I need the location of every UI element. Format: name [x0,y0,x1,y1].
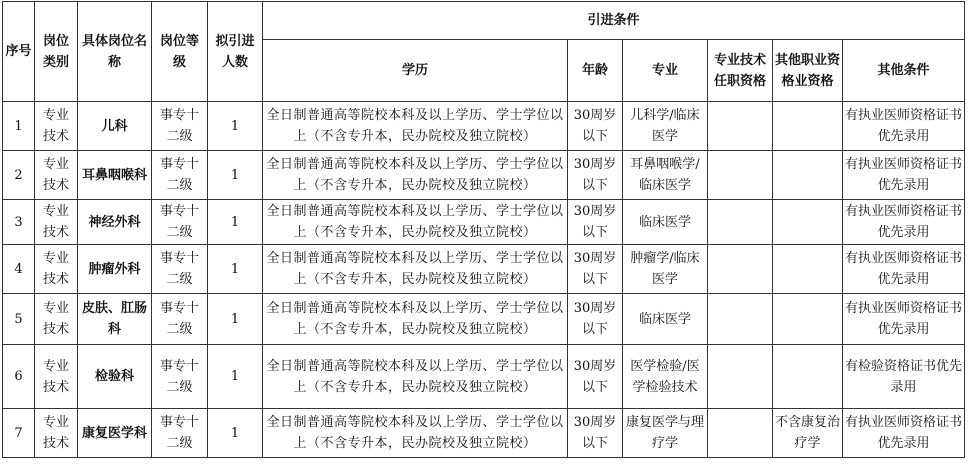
cell-age: 30周岁以下 [568,102,623,151]
cell-education: 全日制普通高等院校本科及以上学历、学士学位以上（不含专升本，民办院校及独立院校） [263,409,568,458]
cell-category: 专业技术 [35,151,78,200]
cell-category: 专业技术 [35,245,78,294]
cell-seq: 7 [3,409,35,458]
cell-other-cond: 有执业医师资格证书优先录用 [843,200,965,245]
cell-other-cond: 有执业医师资格证书优先录用 [843,102,965,151]
cell-age: 30周岁以下 [568,345,623,409]
header-category: 岗位类别 [35,2,78,102]
cell-education: 全日制普通高等院校本科及以上学历、学士学位以上（不含专升本，民办院校及独立院校） [263,102,568,151]
cell-other-cond: 有检验资格证书优先录用 [843,345,965,409]
cell-major: 医学检验/医学检验技术 [623,345,708,409]
cell-other-cond: 有执业医师资格证书优先录用 [843,294,965,345]
cell-education: 全日制普通高等院校本科及以上学历、学士学位以上（不含专升本，民办院校及独立院校） [263,294,568,345]
table-row [3,345,965,409]
cell-education: 全日制普通高等院校本科及以上学历、学士学位以上（不含专升本，民办院校及独立院校） [263,200,568,245]
header-position: 具体岗位名称 [78,2,152,102]
table-row [3,102,965,151]
cell-age: 30周岁以下 [568,151,623,200]
cell-seq: 4 [3,245,35,294]
cell-seq: 1 [3,102,35,151]
header-major: 专业 [623,40,708,102]
cell-education: 全日制普通高等院校本科及以上学历、学士学位以上（不含专升本，民办院校及独立院校） [263,151,568,200]
cell-count: 1 [208,345,263,409]
cell-level: 事专十二级 [152,245,208,294]
cell-other-qual [773,245,843,294]
cell-major: 临床医学 [623,294,708,345]
cell-major: 耳鼻咽喉学/临床医学 [623,151,708,200]
cell-level: 事专十二级 [152,151,208,200]
cell-other-cond: 有执业医师资格证书优先录用 [843,151,965,200]
cell-other-qual: 不含康复治疗学 [773,409,843,458]
cell-position: 儿科 [78,102,152,151]
cell-age: 30周岁以下 [568,200,623,245]
cell-position: 耳鼻咽喉科 [78,151,152,200]
cell-level: 事专十二级 [152,409,208,458]
cell-level: 事专十二级 [152,200,208,245]
cell-category: 专业技术 [35,200,78,245]
cell-category: 专业技术 [35,294,78,345]
cell-tech-title [708,409,773,458]
header-seq: 序号 [3,2,35,102]
header-tech-title: 专业技术任职资格 [708,40,773,102]
table-row [3,409,965,458]
cell-age: 30周岁以下 [568,294,623,345]
cell-age: 30周岁以下 [568,409,623,458]
header-education: 学历 [263,40,568,102]
cell-position: 肿瘤外科 [78,245,152,294]
cell-age: 30周岁以下 [568,245,623,294]
cell-education: 全日制普通高等院校本科及以上学历、学士学位以上（不含专升本，民办院校及独立院校） [263,345,568,409]
cell-level: 事专十二级 [152,102,208,151]
cell-position: 皮肤、肛肠科 [78,294,152,345]
cell-count: 1 [208,102,263,151]
cell-seq: 6 [3,345,35,409]
cell-other-cond: 有执业医师资格证书优先录用 [843,245,965,294]
cell-count: 1 [208,151,263,200]
cell-other-qual [773,294,843,345]
cell-level: 事专十二级 [152,294,208,345]
table-row [3,294,965,345]
table-row [3,245,965,294]
cell-tech-title [708,102,773,151]
cell-tech-title [708,200,773,245]
cell-major: 肿瘤学/临床医学 [623,245,708,294]
cell-count: 1 [208,200,263,245]
cell-tech-title [708,245,773,294]
header-age: 年龄 [568,40,623,102]
cell-category: 专业技术 [35,102,78,151]
cell-count: 1 [208,409,263,458]
cell-other-qual [773,345,843,409]
cell-count: 1 [208,294,263,345]
table-row [3,151,965,200]
cell-category: 专业技术 [35,345,78,409]
cell-tech-title [708,345,773,409]
cell-education: 全日制普通高等院校本科及以上学历、学士学位以上（不含专升本，民办院校及独立院校） [263,245,568,294]
cell-other-cond: 有执业医师资格证书优先录用 [843,409,965,458]
cell-position: 康复医学科 [78,409,152,458]
cell-level: 事专十二级 [152,345,208,409]
table-row [3,200,965,245]
cell-tech-title [708,294,773,345]
header-other-qual: 其他职业资格业资格 [773,40,843,102]
recruitment-table [2,1,965,458]
cell-count: 1 [208,245,263,294]
header-conditions: 引进条件 [263,2,965,40]
cell-major: 康复医学与理疗学 [623,409,708,458]
cell-other-qual [773,151,843,200]
header-count: 拟引进人数 [208,2,263,102]
cell-major: 临床医学 [623,200,708,245]
cell-seq: 5 [3,294,35,345]
cell-position: 神经外科 [78,200,152,245]
cell-major: 儿科学/临床医学 [623,102,708,151]
cell-position: 检验科 [78,345,152,409]
header-other-cond: 其他条件 [843,40,965,102]
cell-seq: 3 [3,200,35,245]
cell-category: 专业技术 [35,409,78,458]
cell-tech-title [708,151,773,200]
cell-other-qual [773,102,843,151]
cell-other-qual [773,200,843,245]
header-level: 岗位等级 [152,2,208,102]
cell-seq: 2 [3,151,35,200]
